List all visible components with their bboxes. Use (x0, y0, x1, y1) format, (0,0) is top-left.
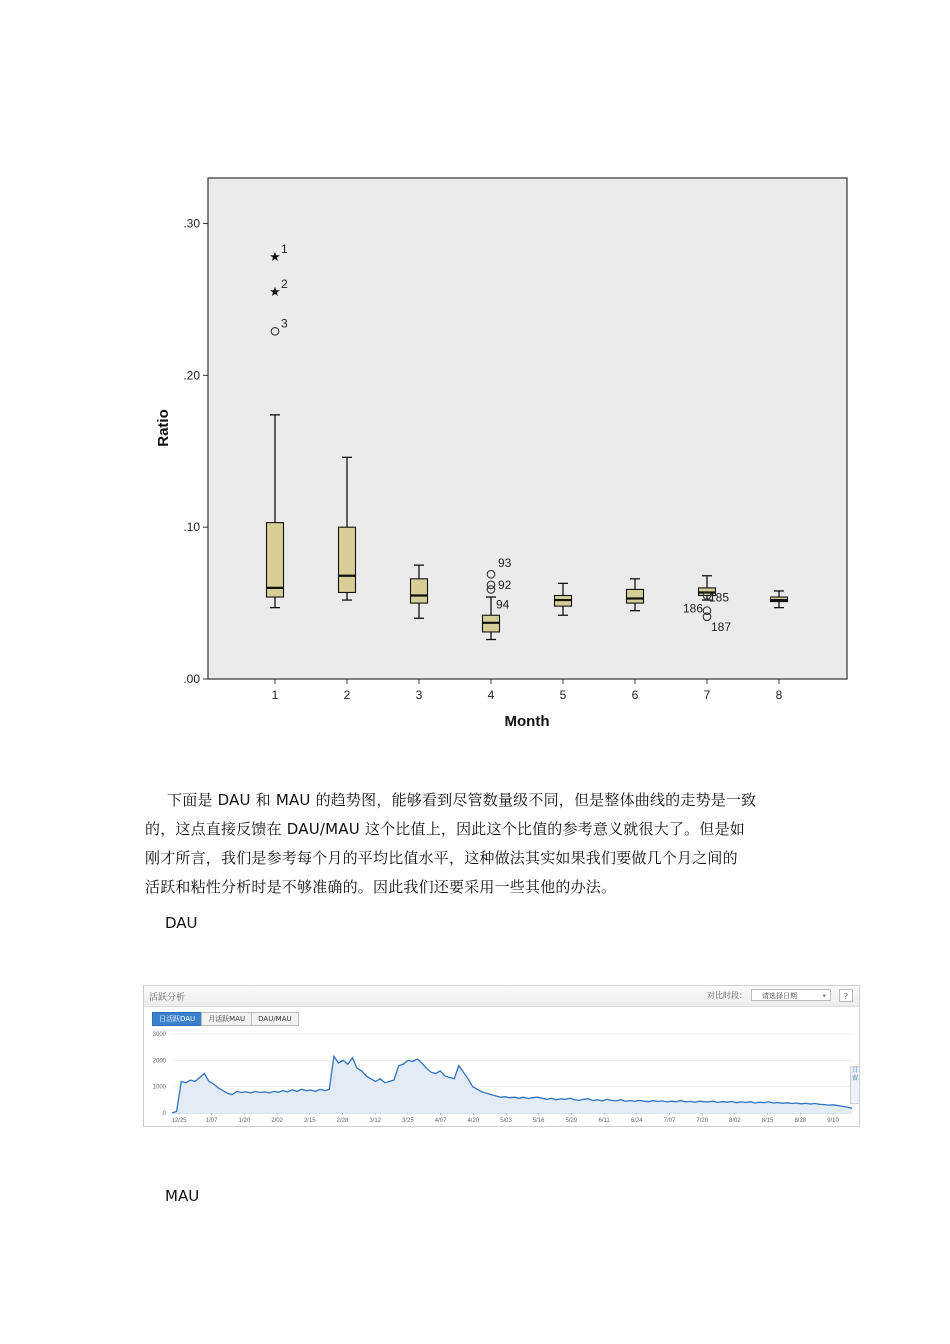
outlier-star: ★ (269, 284, 281, 300)
paragraph-line: 的，这点直接反馈在 DAU/MAU 这个比值上，因此这个比值的参考意义就很大了。但是如 (145, 820, 745, 838)
dau-y-label: 1000 (152, 1084, 166, 1091)
paragraph-line: 活跃和粘性分析时是不够准确的。因此我们还要采用一些其他的办法。 (145, 878, 617, 896)
dau-x-label: 3/25 (402, 1118, 414, 1124)
metric-tabs (152, 1012, 298, 1026)
dau-screenshot-panel (143, 985, 860, 1127)
outlier-star: ★ (269, 249, 281, 265)
dau-heading: DAU (165, 914, 198, 932)
dau-x-label: 2/28 (336, 1118, 349, 1124)
box-month-3 (411, 579, 428, 603)
panel-title: 活跃分析 (149, 993, 186, 1003)
outlier-label: 185 (709, 590, 730, 605)
tab-dau-mau[interactable]: DAU/MAU (251, 1012, 299, 1026)
box-month-2 (339, 527, 356, 592)
dau-x-label: 8/28 (794, 1118, 807, 1124)
x-tick-label: 3 (415, 688, 423, 702)
x-tick-label: 4 (487, 688, 495, 702)
box-month-6 (627, 589, 644, 603)
outlier-label: 92 (498, 577, 512, 592)
x-tick-label: 5 (559, 688, 567, 702)
dau-x-label: 8/15 (761, 1118, 774, 1124)
dau-line-chart (144, 1028, 859, 1126)
dau-x-label: 5/16 (532, 1118, 545, 1124)
dau-x-label: 3/12 (369, 1118, 382, 1124)
y-tick-label: .00 (183, 672, 200, 686)
x-tick-label: 2 (343, 688, 351, 702)
tab-dau[interactable]: 日活跃DAU (152, 1012, 202, 1026)
tab-mau[interactable]: 月活跃MAU (201, 1012, 252, 1026)
dau-x-label: 5/29 (565, 1118, 578, 1124)
x-axis-title: Month (504, 713, 550, 730)
x-tick-label: 1 (271, 688, 279, 702)
side-tab[interactable]: 日 留 (850, 1066, 860, 1104)
outlier-label: 1 (281, 241, 288, 256)
y-axis-ticks (183, 217, 208, 686)
dau-x-label: 4/20 (467, 1118, 480, 1124)
dau-y-label: 3000 (152, 1032, 166, 1038)
body-paragraph (145, 786, 810, 902)
outlier-label: 186 (682, 601, 703, 616)
dau-x-label: 7/07 (663, 1118, 676, 1124)
x-tick-label: 7 (703, 688, 711, 702)
paragraph-line: 下面是 DAU 和 MAU 的趋势图，能够看到尽管数量级不同，但是整体曲线的走势是一致 (167, 791, 757, 809)
outlier-label: 187 (711, 619, 732, 634)
dau-x-label: 12/25 (171, 1118, 187, 1124)
dau-x-label: 1/07 (205, 1118, 218, 1124)
panel-header (144, 986, 859, 1007)
dau-x-label: 5/03 (500, 1118, 512, 1124)
y-tick-label: .30 (183, 216, 200, 231)
ratio-by-month-boxplot (150, 170, 855, 745)
box-month-1 (267, 523, 284, 597)
dau-y-label: 0 (162, 1111, 166, 1117)
outlier-label: 93 (498, 556, 512, 571)
plot-area (208, 178, 847, 679)
compare-period (707, 989, 831, 1001)
dau-x-label: 8/02 (729, 1118, 741, 1124)
help-button[interactable]: ? (839, 989, 853, 1002)
dau-x-label: 1/20 (238, 1118, 251, 1124)
x-tick-label: 8 (775, 688, 783, 702)
dau-x-label: 6/11 (598, 1118, 610, 1124)
compare-label: 对比时段： (707, 990, 747, 1000)
dau-x-label: 7/20 (696, 1118, 709, 1124)
y-tick-label: .20 (183, 368, 200, 383)
paragraph-line: 刚才所言，我们是参考每个月的平均比值水平，这种做法其实如果我们要做几个月之间的 (145, 849, 738, 867)
outlier-label: 2 (281, 276, 288, 291)
outlier-label: 94 (496, 597, 510, 612)
dau-x-label: 4/07 (434, 1118, 447, 1124)
y-axis-title: Ratio (155, 409, 172, 447)
dau-x-label: 2/02 (271, 1118, 283, 1124)
dau-x-label: 2/15 (303, 1118, 316, 1124)
dau-area (172, 1056, 852, 1113)
dau-x-ticks (171, 1113, 839, 1124)
y-tick-label: .10 (183, 520, 200, 535)
mau-heading: MAU (165, 1187, 200, 1205)
dau-x-label: 9/10 (827, 1118, 839, 1124)
dau-y-ticks (153, 1032, 167, 1117)
dau-x-label: 6/24 (630, 1118, 643, 1124)
outlier-label: 3 (281, 316, 288, 331)
x-axis-ticks (272, 679, 783, 702)
date-select[interactable]: 请选择日期 ▾ (751, 989, 831, 1001)
x-tick-label: 6 (631, 688, 639, 702)
dau-y-label: 2000 (152, 1058, 166, 1065)
